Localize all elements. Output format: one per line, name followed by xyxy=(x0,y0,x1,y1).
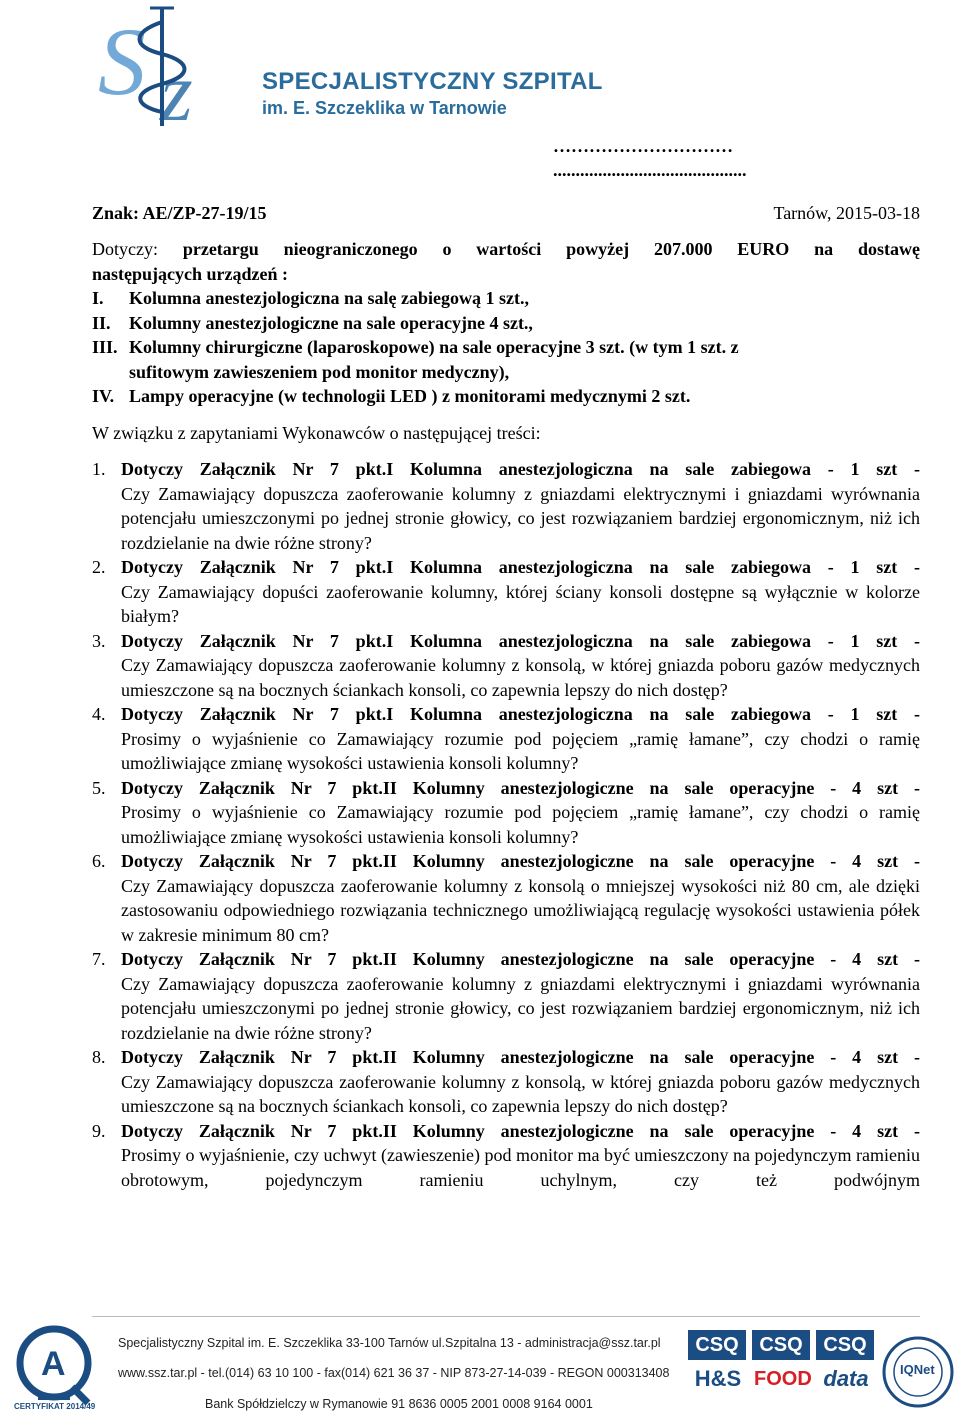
question-item: 4. Dotyczy Załącznik Nr 7 pkt.I Kolumna anestezjologiczna na sale zabiegowa - 1 szt - Prosimy o wyjaśnienie co Zamawiający rozumie pod pojęciem „ramię łamane”, czy chodzi o ramię umożliwiające zmianę wysokości ustawienia konsoli kolumny? xyxy=(92,702,920,776)
hospital-logo xyxy=(92,2,603,132)
question-item: 8. Dotyczy Załącznik Nr 7 pkt.II Kolumny anestezjologiczne na sale operacyjne - 4 szt - Czy Zamawiający dopuszcza zaoferowanie kolumny z konsolą, w której gniazda poboru gazów medycznych umieszczone są na bocznych ściankach konsoli, co zapewnia lepszy do nich dostęp? xyxy=(92,1045,920,1119)
equipment-item: I. Kolumna anestezjologiczna na salę zabiegową 1 szt., xyxy=(92,288,529,308)
question-heading: Dotyczy Załącznik Nr 7 pkt.II Kolumny anestezjologiczne na sale operacyjne - 4 szt - xyxy=(121,1120,920,1141)
equipment-item-continuation: sufitowym zawieszeniem pod monitor medyczny), xyxy=(129,361,510,382)
question-item: 6. Dotyczy Załącznik Nr 7 pkt.II Kolumny anestezjologiczne na sale operacyjne - 4 szt - Czy Zamawiający dopuszcza zaoferowanie kolumny z konsolą o mniejszej wysokości niż 80 cm, ale dzięki zastosowaniu odpowiedniego rozwiązania technicznego umożliwiającą regulację wysokości ustawienia półek w zakresie minimum 80 cm? xyxy=(92,849,920,947)
question-item: 3. Dotyczy Załącznik Nr 7 pkt.I Kolumna anestezjologiczna na sale zabiegowa - 1 szt - Czy Zamawiający dopuszcza zaoferowanie kolumny z konsolą, w której gniazda poboru gazów medycznych umieszczone są na bocznych ściankach konsoli, co zapewnia lepszy do nich dostęp? xyxy=(92,629,920,703)
question-item: 5. Dotyczy Załącznik Nr 7 pkt.II Kolumny anestezjologiczne na sale operacyjne - 4 szt - Prosimy o wyjaśnienie co Zamawiający rozumie pod pojęciem „ramię łamane”, czy chodzi o ramię umożliwiające zmianę wysokości ustawienia konsoli kolumny? xyxy=(92,776,920,850)
question-body: Czy Zamawiający dopuści zaoferowanie kolumny, której ściany konsoli dostępne są wyłącznie w kolorze białym? xyxy=(121,581,920,626)
subject-continuation: następujących urządzeń : xyxy=(92,263,288,284)
addressee-line-1: ………………………… xyxy=(553,136,733,156)
svg-text:A: A xyxy=(41,1345,66,1383)
question-item: 7. Dotyczy Załącznik Nr 7 pkt.II Kolumny anestezjologiczne na sale operacyjne - 4 szt - Czy Zamawiający dopuszcza zaoferowanie kolumny z gniazdami elektrycznymi i gniazdami wyrównania potencjału umieszczonymi po jednej stronie głowicy, co jest rozwiązaniem bardziej ergonomicznym, niż ich rozdzielanie na dwie różne strony? xyxy=(92,947,920,1045)
equipment-item: IV. Lampy operacyjne (w technologii LED ) z monitorami medycznymi 2 szt. xyxy=(92,386,691,406)
addressee-line-2: ........................................... xyxy=(553,160,747,180)
question-item: 9. Dotyczy Załącznik Nr 7 pkt.II Kolumny anestezjologiczne na sale operacyjne - 4 szt - Prosimy o wyjaśnienie, czy uchwyt (zawieszenie) pod monitor ma być umieszczony na pojedynczym ramieniu obrotowym, pojedynczym ramieniu uchylnym, czy też podwójnym xyxy=(92,1119,920,1193)
footer-address: Specjalistyczny Szpital im. E. Szczeklika 33-100 Tarnów ul.Szpitalna 13 - administracja@ssz.tar.pl xyxy=(118,1336,661,1350)
question-body: Czy Zamawiający dopuszcza zaoferowanie kolumny z konsolą, w której gniazda poboru gazów medycznych umieszczone są na bocznych ściankach konsoli, co zapewnia lepszy do nich dostęp? xyxy=(121,655,920,700)
csq-logo-icon: CSQ xyxy=(752,1330,810,1360)
question-body: Czy Zamawiający dopuszcza zaoferowanie kolumny z konsolą, w której gniazda poboru gazów medycznych umieszczone są na bocznych ściankach konsoli, co zapewnia lepszy do nich dostęp? xyxy=(121,1071,920,1116)
question-item: 2. Dotyczy Załącznik Nr 7 pkt.I Kolumna anestezjologiczna na sale zabiegowa - 1 szt - Czy Zamawiający dopuści zaoferowanie kolumny, której ściany konsoli dostępne są wyłącznie w kolorze białym? xyxy=(92,555,920,629)
question-heading: Dotyczy Załącznik Nr 7 pkt.II Kolumny anestezjologiczne na sale operacyjne - 4 szt - xyxy=(121,1047,920,1067)
hs-logo-icon: H&S xyxy=(694,1366,742,1391)
question-heading: Dotyczy Załącznik Nr 7 pkt.I Kolumna anestezjologiczna na sale zabiegowa - 1 szt - xyxy=(121,704,920,724)
hospital-patron: im. E. Szczeklika w Tarnowie xyxy=(262,98,507,118)
footer-divider xyxy=(92,1316,920,1317)
questions-list xyxy=(92,457,920,1192)
subject-text: przetargu nieograniczonego o wartości powyżej 207.000 EURO na dostawę xyxy=(182,239,920,259)
question-body: Prosimy o wyjaśnienie co Zamawiający rozumie pod pojęciem „ramię łamane”, czy chodzi o ramię umożliwiające zmianę wysokości ustawienia konsoli kolumny? xyxy=(121,802,920,847)
certification-logos xyxy=(688,1330,958,1418)
footer-contact: www.ssz.tar.pl - tel.(014) 63 10 100 - fax(014) 621 36 37 - NIP 873-27-14-039 - REGON 000313408 xyxy=(118,1366,670,1380)
document-body xyxy=(92,237,920,1192)
intro-text: W związku z zapytaniami Wykonawców o następującej treści: xyxy=(92,422,541,443)
csq-logo-icon: CSQ xyxy=(816,1330,874,1360)
question-heading: Dotyczy Załącznik Nr 7 pkt.II Kolumny anestezjologiczne na sale operacyjne - 4 szt - xyxy=(121,949,920,969)
quality-certificate-caption: CERTYFIKAT 2014/49 xyxy=(14,1402,96,1411)
svg-text:z: z xyxy=(160,46,193,130)
question-body: Czy Zamawiający dopuszcza zaoferowanie kolumny z gniazdami elektrycznymi i gniazdami wyrównania potencjału umieszczonymi po jednej stronie głowicy, co jest rozwiązaniem bardziej ergonomicznym, niż ich rozdzielanie na dwie różne strony? xyxy=(121,973,920,1043)
svg-text:S: S xyxy=(98,8,146,115)
food-logo-icon: FOOD xyxy=(754,1368,812,1390)
question-body: Czy Zamawiający dopuszcza zaoferowanie kolumny z gniazdami elektrycznymi i gniazdami wyrównania potencjału umieszczonymi po jednej stronie głowicy, co jest rozwiązaniem bardziej ergonomicznym, niż ich rozdzielanie na dwie różne strony? xyxy=(121,483,920,553)
question-heading: Dotyczy Załącznik Nr 7 pkt.II Kolumny anestezjologiczne na sale operacyjne - 4 szt - xyxy=(121,777,920,798)
subject-line xyxy=(92,237,920,262)
question-heading: Dotyczy Załącznik Nr 7 pkt.I Kolumna anestezjologiczna na sale zabiegowa - 1 szt - xyxy=(121,630,920,651)
question-body: Prosimy o wyjaśnienie, czy uchwyt (zawieszenie) pod monitor ma być umieszczony na pojedynczym ramieniu obrotowym, pojedynczym ramieniu uchylnym, czy też podwójnym xyxy=(121,1145,920,1190)
equipment-item: II. Kolumny anestezjologiczne na sale operacyjne 4 szt., xyxy=(92,312,533,333)
question-heading: Dotyczy Załącznik Nr 7 pkt.I Kolumna anestezjologiczna na sale zabiegowa - 1 szt - xyxy=(121,557,920,577)
footer-bank: Bank Spółdzielczy w Rymanowie 91 8636 0005 2001 0008 9164 0001 xyxy=(205,1397,593,1411)
subject-label: Dotyczy: xyxy=(92,239,158,259)
hospital-name: SPECJALISTYCZNY SZPITAL xyxy=(262,68,603,95)
question-heading: Dotyczy Załącznik Nr 7 pkt.I Kolumna anestezjologiczna na sale zabiegowa - 1 szt - xyxy=(121,459,920,479)
document-date: Tarnów, 2015-03-18 xyxy=(773,203,920,223)
iqnet-label: IQNet xyxy=(900,1362,935,1377)
question-heading: Dotyczy Załącznik Nr 7 pkt.II Kolumny anestezjologiczne na sale operacyjne - 4 szt - xyxy=(121,851,920,871)
data-logo-icon: data xyxy=(823,1366,869,1391)
csq-logo-icon: CSQ xyxy=(688,1330,746,1360)
equipment-item: III. Kolumny chirurgiczne (laparoskopowe) na sale operacyjne 3 szt. (w tym 1 szt. z xyxy=(92,337,739,357)
ssz-emblem-icon xyxy=(92,2,257,130)
reference-number: Znak: AE/ZP-27-19/15 xyxy=(92,203,267,223)
question-item: 1. Dotyczy Załącznik Nr 7 pkt.I Kolumna anestezjologiczna na sale zabiegowa - 1 szt - Czy Zamawiający dopuszcza zaoferowanie kolumny z gniazdami elektrycznymi i gniazdami wyrównania potencjału umieszczonymi po jednej stronie głowicy, co jest rozwiązaniem bardziej ergonomicznym, niż ich rozdzielanie na dwie różne strony? xyxy=(92,457,920,555)
question-body: Prosimy o wyjaśnienie co Zamawiający rozumie pod pojęciem „ramię łamane”, czy chodzi o ramię umożliwiające zmianę wysokości ustawienia konsoli kolumny? xyxy=(121,728,920,773)
question-body: Czy Zamawiający dopuszcza zaoferowanie kolumny z konsolą o mniejszej wysokości niż 80 cm, ale dzięki zastosowaniu odpowiedniego rozwiązania technicznego umożliwiającą regulację wysokości ustawienia półek w zakresie minimum 80 cm? xyxy=(121,875,920,945)
